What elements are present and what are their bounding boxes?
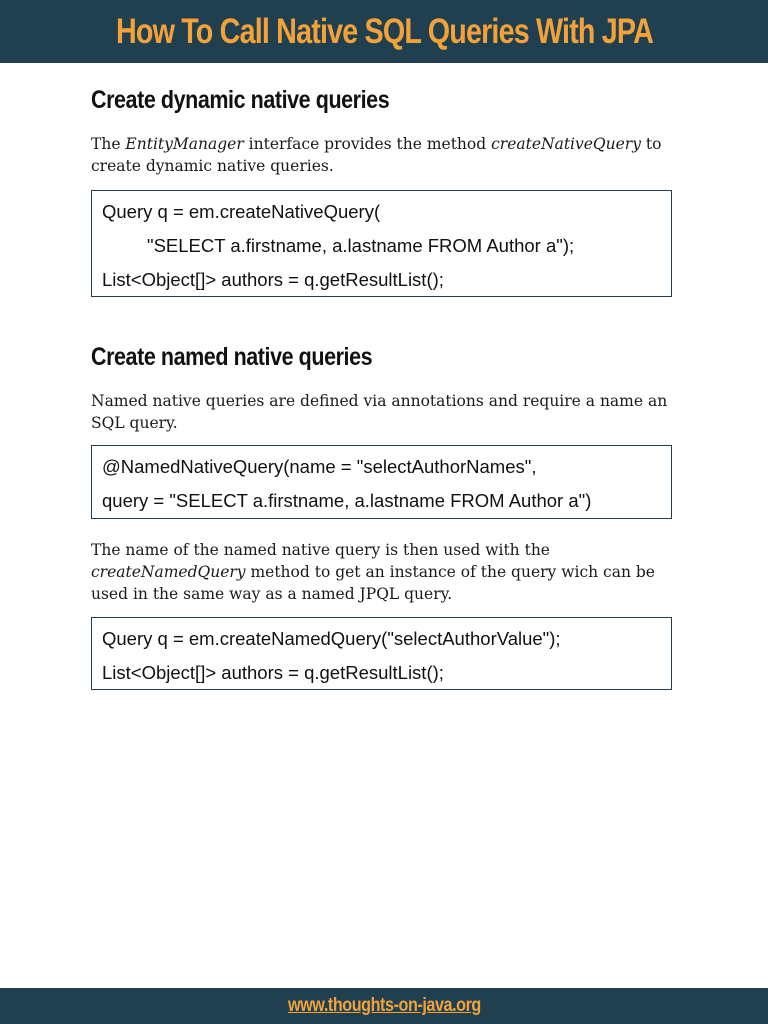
code-line: @NamedNativeQuery(name = "selectAuthorNames", xyxy=(102,456,537,477)
section-paragraph-dynamic: The EntityManager interface provides the method createNativeQuery to create dynamic native queries. xyxy=(91,135,662,175)
page-title: How To Call Native SQL Queries With JPA xyxy=(115,11,653,51)
header-banner xyxy=(0,0,768,63)
method-name-createnamedquery: createNamedQuery xyxy=(91,563,246,581)
code-line: List<Object[]> authors = q.getResultList(); xyxy=(102,662,444,683)
section-paragraph-named: Named native queries are defined via annotations and require a name an SQL query. xyxy=(91,392,668,432)
code-line: Query q = em.createNamedQuery("selectAuthorValue"); xyxy=(102,628,561,649)
section-heading-dynamic: Create dynamic native queries xyxy=(91,86,390,114)
code-block-dynamic xyxy=(91,190,672,297)
footer-banner xyxy=(0,988,768,1024)
code-line: List<Object[]> authors = q.getResultList(); xyxy=(102,269,444,290)
code-line: "SELECT a.firstname, a.lastname FROM Author a"); xyxy=(147,235,575,256)
website-link[interactable]: www.thoughts-on-java.org xyxy=(287,995,481,1016)
code-block-named-usage xyxy=(91,617,672,690)
code-block-named-annotation xyxy=(91,445,672,519)
class-name-entitymanager: EntityManager xyxy=(125,135,244,153)
section-paragraph-named-usage: The name of the named native query is then used with the createNamedQuery method to get an instance of the query wich can be used in the same way as a named JPQL query. xyxy=(91,541,655,603)
code-line: query = "SELECT a.firstname, a.lastname FROM Author a") xyxy=(102,490,592,511)
section-heading-named: Create named native queries xyxy=(91,343,373,371)
method-name-createnativequery: createNativeQuery xyxy=(491,135,641,153)
code-line: Query q = em.createNativeQuery( xyxy=(102,201,381,222)
